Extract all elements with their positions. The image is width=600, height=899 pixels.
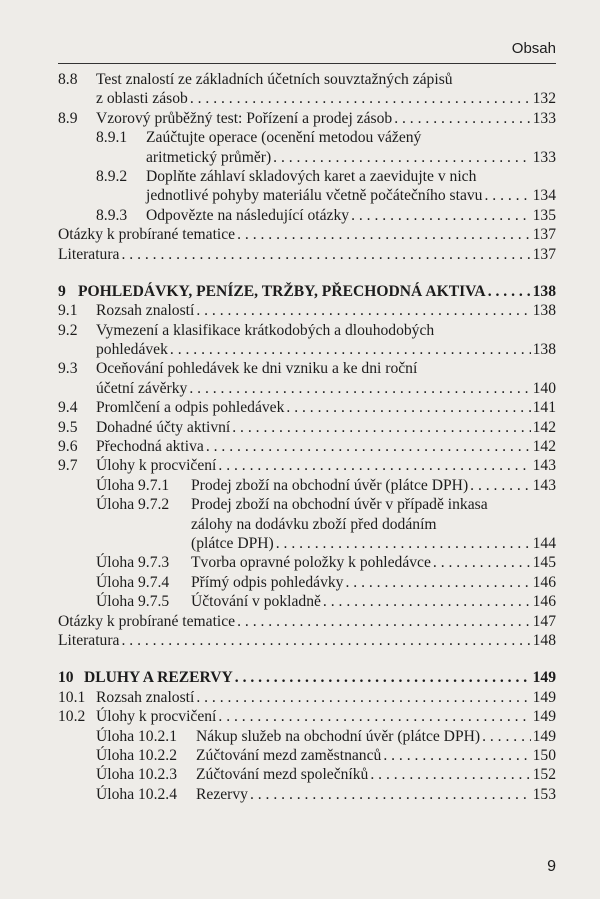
toc-entry-number: Úloha 10.2.1	[96, 727, 177, 745]
toc-entry[interactable]	[58, 379, 556, 398]
toc-entry-title: Doplňte záhlaví skladových karet a zaevidujte v nich	[146, 167, 477, 185]
toc-entry[interactable]	[58, 707, 556, 726]
toc-entry-number: Úloha 10.2.3	[96, 766, 177, 784]
toc-entry-title: POHLEDÁVKY, PENÍZE, TRŽBY, PŘECHODNÁ AKTIVA	[78, 282, 486, 300]
toc-entry-title: pohledávek	[96, 341, 168, 359]
toc-entry-page: 140	[532, 379, 556, 397]
toc-entry-number: 10.2	[58, 708, 86, 726]
toc-entry[interactable]	[58, 765, 556, 784]
toc-entry[interactable]	[58, 398, 556, 417]
toc-entry[interactable]	[58, 206, 556, 225]
toc-entry-title: Tvorba opravné položky k pohledávce	[191, 554, 431, 572]
toc-entry[interactable]	[58, 785, 556, 804]
toc-entry-page: 142	[532, 418, 556, 436]
toc-entry-number: 9.2	[58, 321, 78, 339]
toc-entry[interactable]	[58, 515, 556, 534]
toc-entry-title: Zaúčtujte operace (ocenění metodou vážený	[146, 129, 422, 147]
toc-entry-number: 9.5	[58, 418, 78, 436]
toc-entry-page: 150	[532, 746, 556, 764]
toc-entry[interactable]	[58, 321, 556, 340]
dot-leader	[286, 398, 530, 417]
dot-leader	[323, 592, 531, 611]
dot-leader	[273, 148, 530, 167]
toc-entry[interactable]	[58, 495, 556, 514]
toc-entry[interactable]	[58, 359, 556, 378]
dot-leader	[237, 225, 531, 244]
toc-entry-title: účetní závěrky	[96, 379, 188, 397]
toc-entry-title: Dohadné účty aktivní	[96, 418, 231, 436]
toc-entry[interactable]	[58, 746, 556, 765]
toc-entry-number: 9.7	[58, 457, 78, 475]
toc-entry[interactable]	[58, 592, 556, 611]
toc-entry-title: Zúčtování mezd společníků	[196, 766, 369, 784]
dot-leader	[351, 206, 531, 225]
toc-entry-title: Rozsah znalostí	[96, 302, 195, 320]
toc-entry-number: Úloha 9.7.1	[96, 476, 170, 494]
toc-entry-title: Přechodná aktiva	[96, 438, 204, 456]
toc-entry[interactable]	[58, 668, 556, 687]
toc-entry-page: 132	[532, 90, 556, 108]
toc-entry-title: Oceňování pohledávek ke dni vzniku a ke dni roční	[96, 360, 418, 378]
toc-entry[interactable]	[58, 245, 556, 264]
section-gap	[58, 650, 556, 668]
toc-entry-number: 8.9	[58, 109, 78, 127]
toc-entry[interactable]	[58, 534, 556, 553]
toc-entry-number: 9.6	[58, 438, 78, 456]
toc-entry[interactable]	[58, 631, 556, 650]
toc-entry-page: 152	[532, 766, 556, 784]
dot-leader	[190, 89, 531, 108]
dot-leader	[196, 301, 530, 320]
dot-leader	[276, 534, 531, 553]
toc-entry-title: Rezervy	[196, 785, 248, 803]
dot-leader	[394, 109, 530, 128]
toc-entry[interactable]	[58, 70, 556, 89]
toc-entry-page: 137	[532, 226, 556, 244]
toc-entry[interactable]	[58, 282, 556, 301]
toc-entry[interactable]	[58, 109, 556, 128]
toc-entry-number: Úloha 9.7.3	[96, 554, 170, 572]
toc-entry-title: Přímý odpis pohledávky	[191, 573, 344, 591]
dot-leader	[345, 573, 530, 592]
toc-entry-page: 153	[532, 785, 556, 803]
toc-entry-title: Úlohy k procvičení	[96, 457, 217, 475]
toc-entry-page: 134	[532, 187, 556, 205]
toc-entry-number: Úloha 9.7.4	[96, 573, 170, 591]
toc-entry-page: 144	[532, 534, 556, 552]
toc-entry-number: 9.3	[58, 360, 78, 378]
toc-entry[interactable]	[58, 688, 556, 707]
toc-entry-title: Prodej zboží na obchodní úvěr v případě inkasa	[191, 496, 488, 514]
toc-entry-page: 149	[532, 727, 556, 745]
toc-entry-title: (plátce DPH)	[191, 534, 274, 552]
toc-entry-page: 149	[532, 708, 556, 726]
dot-leader	[383, 746, 530, 765]
toc-entry[interactable]	[58, 301, 556, 320]
toc-entry-number: Úloha 9.7.2	[96, 496, 170, 514]
toc-entry-title: jednotlivé pohyby materiálu včetně počátečního stavu	[146, 187, 483, 205]
toc-entry-title: Odpovězte na následující otázky	[146, 206, 350, 224]
dot-leader	[206, 437, 531, 456]
toc-entry-number: 9.1	[58, 302, 78, 320]
toc-entry-number: 10	[58, 669, 74, 687]
dot-leader	[189, 379, 530, 398]
dot-leader	[237, 612, 531, 631]
toc-entry-page: 138	[532, 302, 556, 320]
toc-entry[interactable]	[58, 553, 556, 572]
toc-entry-title: Otázky k probírané tematice	[58, 226, 236, 244]
toc-entry[interactable]	[58, 225, 556, 244]
dot-leader	[482, 727, 531, 746]
header-title: Obsah	[511, 40, 556, 57]
toc-entry[interactable]	[58, 727, 556, 746]
toc-entry-title: Zúčtování mezd zaměstnanců	[196, 746, 382, 764]
toc-entry-page: 149	[532, 669, 556, 687]
toc-entry-title: Literatura	[58, 631, 120, 649]
running-header	[58, 38, 556, 64]
dot-leader	[484, 186, 530, 205]
dot-leader	[232, 418, 530, 437]
toc-entry-page: 148	[532, 631, 556, 649]
dot-leader	[121, 245, 530, 264]
toc-entry-title: Vzorový průběžný test: Pořízení a prodej zásob	[96, 109, 393, 127]
toc-entry-title: Literatura	[58, 245, 120, 263]
toc-entry-number: 10.1	[58, 688, 86, 706]
toc-entry-page: 146	[532, 573, 556, 591]
toc-entry-page: 133	[532, 109, 556, 127]
toc-entry-page: 138	[532, 341, 556, 359]
toc-entry-title: aritmetický průměr)	[146, 148, 272, 166]
toc-entry[interactable]	[58, 612, 556, 631]
toc-entry[interactable]	[58, 476, 556, 495]
toc-entry[interactable]	[58, 573, 556, 592]
dot-leader	[170, 340, 531, 359]
toc-entry-page: 143	[532, 457, 556, 475]
toc-entry-page: 133	[532, 148, 556, 166]
dot-leader	[196, 688, 530, 707]
toc-entry-title: Otázky k probírané tematice	[58, 612, 236, 630]
toc-entry-title: Vymezení a klasifikace krátkodobých a dlouhodobých	[96, 321, 435, 339]
toc-entry[interactable]	[58, 89, 556, 108]
toc-entry-title: DLUHY A REZERVY	[84, 669, 233, 687]
toc-entry-title: Test znalostí ze základních účetních souvztažných zápisů	[96, 71, 453, 88]
toc-entry-title: Nákup služeb na obchodní úvěr (plátce DPH)	[196, 727, 481, 745]
toc-entry-page: 147	[532, 612, 556, 630]
toc-entry-title: Účtování v pokladně	[191, 593, 321, 611]
toc-entry-page: 137	[532, 245, 556, 263]
toc-entry[interactable]	[58, 167, 556, 186]
toc-entry-page: 149	[532, 688, 556, 706]
toc-entry-number: 9	[58, 282, 66, 300]
toc-entry-number: Úloha 10.2.2	[96, 746, 177, 764]
toc-entry[interactable]	[58, 148, 556, 167]
toc-entry[interactable]	[58, 340, 556, 359]
table-of-contents	[58, 70, 556, 804]
toc-entry-page: 142	[532, 438, 556, 456]
dot-leader	[488, 282, 531, 301]
dot-leader	[218, 707, 530, 726]
toc-entry-page: 138	[532, 282, 556, 300]
toc-entry-title: z oblasti zásob	[96, 90, 188, 108]
toc-entry-title: Úlohy k procvičení	[96, 708, 217, 726]
toc-entry-title: Promlčení a odpis pohledávek	[96, 399, 285, 417]
toc-entry-number: Úloha 10.2.4	[96, 785, 177, 803]
toc-entry-page: 146	[532, 593, 556, 611]
toc-entry[interactable]	[58, 456, 556, 475]
toc-entry-page: 135	[532, 206, 556, 224]
dot-leader	[470, 476, 530, 495]
toc-entry-title: zálohy na dodávku zboží před dodáním	[191, 515, 437, 533]
page-number: 9	[547, 858, 556, 875]
section-gap	[58, 264, 556, 282]
toc-entry-number: 8.9.2	[96, 167, 128, 185]
toc-entry-number: 8.9.3	[96, 206, 128, 224]
toc-entry[interactable]	[58, 437, 556, 456]
toc-entry[interactable]	[58, 128, 556, 147]
dot-leader	[250, 785, 531, 804]
toc-entry-number: Úloha 9.7.5	[96, 593, 170, 611]
toc-entry[interactable]	[58, 186, 556, 205]
dot-leader	[121, 631, 530, 650]
toc-entry-page: 141	[532, 399, 556, 417]
toc-entry-page: 145	[532, 554, 556, 572]
dot-leader	[433, 553, 531, 572]
toc-entry-number: 9.4	[58, 399, 78, 417]
toc-entry-number: 8.9.1	[96, 129, 128, 147]
toc-entry[interactable]	[58, 418, 556, 437]
toc-entry-page: 143	[532, 476, 556, 494]
toc-entry-number: 8.8	[58, 71, 78, 88]
dot-leader	[235, 668, 531, 687]
toc-entry-title: Prodej zboží na obchodní úvěr (plátce DPH)	[191, 476, 469, 494]
dot-leader	[370, 765, 530, 784]
dot-leader	[218, 456, 530, 475]
toc-entry-title: Rozsah znalostí	[96, 688, 195, 706]
